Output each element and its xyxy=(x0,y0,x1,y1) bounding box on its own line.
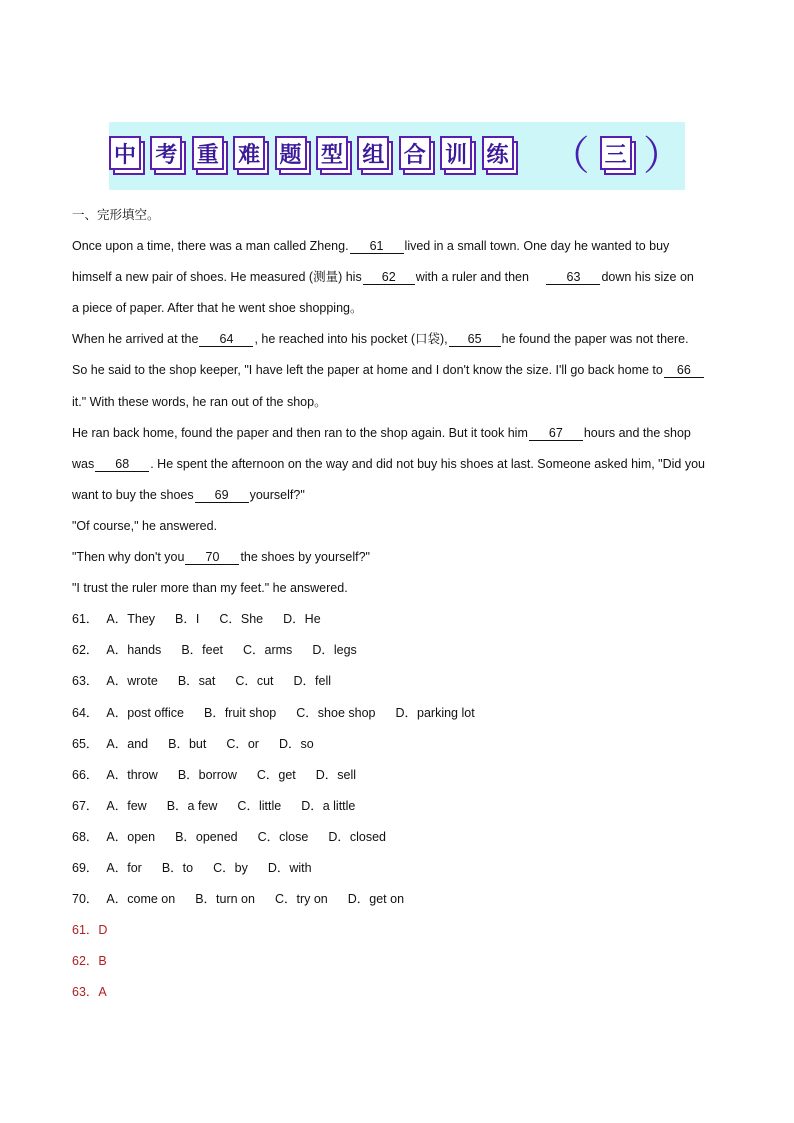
title-char: 练 xyxy=(482,136,514,170)
option: C．arms xyxy=(243,643,293,658)
passage-line: it." With these words, he ran out of the shop。 xyxy=(72,394,327,409)
option: C．She xyxy=(219,612,264,627)
blank-64: 64 xyxy=(199,332,253,347)
passage-text: lived in a small town. One day he wanted to buy xyxy=(404,239,670,254)
passage-line xyxy=(72,266,732,297)
blank-68: 68 xyxy=(95,457,149,472)
option: A．hands xyxy=(106,643,162,658)
option: B．a few xyxy=(166,798,218,813)
answer-63: 63．A xyxy=(72,985,107,1000)
option: C．little xyxy=(237,798,282,813)
option: C．try on xyxy=(274,892,328,907)
question-63 xyxy=(72,670,732,701)
passage-line: "Of course," he answered. xyxy=(72,518,218,533)
title-char: 中 xyxy=(109,136,141,170)
option: A．They xyxy=(106,612,156,627)
question-number: 68． xyxy=(72,829,99,844)
option: B．fruit shop xyxy=(204,705,277,720)
option: D．so xyxy=(278,736,314,751)
question-62 xyxy=(72,639,732,670)
option: A．post office xyxy=(106,705,184,720)
title-char-tile xyxy=(109,136,142,176)
option: A．throw xyxy=(106,767,158,782)
passage-text: "Then why don't you xyxy=(72,550,185,565)
blank-70: 70 xyxy=(185,550,239,565)
passage-text: he found the paper was not there. xyxy=(501,332,689,347)
passage-line xyxy=(72,546,732,577)
title-paren-open: （ xyxy=(549,133,590,179)
question-number: 66． xyxy=(72,767,99,782)
passage-line xyxy=(72,328,732,359)
title-char: 型 xyxy=(316,136,348,170)
option: A．come on xyxy=(106,892,176,907)
option: D．closed xyxy=(328,829,387,844)
title-char-tile xyxy=(399,136,432,176)
title-char-tile xyxy=(357,136,390,176)
passage-text: He ran back home, found the paper and then ran to the shop again. But it took him xyxy=(72,425,528,440)
passage-line xyxy=(72,453,732,484)
passage-text: yourself?" xyxy=(249,487,305,502)
blank-66: 66 xyxy=(664,363,704,378)
document-body xyxy=(72,204,732,1012)
blank-67: 67 xyxy=(529,426,583,441)
title-char: 组 xyxy=(357,136,389,170)
option: C．cut xyxy=(235,674,274,689)
passage-text: want to buy the shoes xyxy=(72,487,194,502)
option: C．close xyxy=(257,829,309,844)
blank-65: 65 xyxy=(449,332,501,347)
title-char: 重 xyxy=(192,136,224,170)
question-number: 61． xyxy=(72,612,99,627)
option: A．wrote xyxy=(106,674,158,689)
title-paren-close: ） xyxy=(643,133,683,179)
option: D．fell xyxy=(293,674,332,689)
passage-text: hours and the shop xyxy=(583,425,691,440)
passage-text: . He spent the afternoon on the way and did not buy his shoes at last. Someone asked him, "Did you xyxy=(150,456,706,471)
passage-text: When he arrived at the xyxy=(72,332,199,347)
passage-line xyxy=(72,484,732,515)
title-char: 三 xyxy=(600,136,632,170)
passage-text: Once upon a time, there was a man called Zheng. xyxy=(72,239,349,254)
title-char-tile xyxy=(482,136,515,176)
title-char-tile xyxy=(150,136,183,176)
question-number: 63． xyxy=(72,674,99,689)
answer-62: 62．B xyxy=(72,954,107,969)
option: D．a little xyxy=(301,798,356,813)
title-char-tile xyxy=(233,136,266,176)
option: D．get on xyxy=(347,892,405,907)
question-66 xyxy=(72,764,732,795)
title-char: 考 xyxy=(150,136,182,170)
question-70 xyxy=(72,888,732,919)
passage-text: was xyxy=(72,456,95,471)
option: B．to xyxy=(161,860,194,875)
option: B．but xyxy=(168,736,207,751)
question-61 xyxy=(72,608,732,639)
passage-line xyxy=(72,422,732,453)
option: D．with xyxy=(267,860,312,875)
option: D．He xyxy=(283,612,321,627)
title-char-tile xyxy=(440,136,473,176)
passage-text: So he said to the shop keeper, "I have left the paper at home and I don't know the size. I'll go back home to xyxy=(72,363,663,378)
option: C．or xyxy=(226,736,259,751)
option: C．get xyxy=(256,767,296,782)
option: B．sat xyxy=(177,674,216,689)
option: A．and xyxy=(106,736,149,751)
question-number: 70． xyxy=(72,892,99,907)
option: C．shoe shop xyxy=(296,705,376,720)
option: D．legs xyxy=(312,643,357,658)
title-char-tile xyxy=(600,136,633,176)
option: B．I xyxy=(175,612,200,627)
answer-61: 61．D xyxy=(72,923,108,938)
question-68 xyxy=(72,826,732,857)
title-char: 难 xyxy=(233,136,265,170)
question-number: 64． xyxy=(72,705,99,720)
question-number: 65． xyxy=(72,736,99,751)
title-char: 训 xyxy=(440,136,472,170)
question-69 xyxy=(72,857,732,888)
passage-text: the shoes by yourself?" xyxy=(240,550,370,565)
question-64 xyxy=(72,702,732,733)
passage-text: down his size on xyxy=(601,270,694,285)
question-number: 69． xyxy=(72,860,99,875)
option: A．open xyxy=(106,829,156,844)
option: D．sell xyxy=(315,767,357,782)
question-65 xyxy=(72,733,732,764)
passage-line xyxy=(72,359,732,390)
passage-text: , he reached into his pocket (口袋), xyxy=(254,332,448,347)
passage-line: "I trust the ruler more than my feet." he answered. xyxy=(72,581,348,596)
option: A．for xyxy=(106,860,142,875)
blank-69: 69 xyxy=(195,488,249,503)
question-number: 67． xyxy=(72,798,99,813)
question-number: 62． xyxy=(72,643,99,658)
blank-61: 61 xyxy=(350,239,404,254)
passage-text: himself a new pair of shoes. He measured (测量) his xyxy=(72,270,362,285)
passage-line xyxy=(72,235,732,266)
option: A．few xyxy=(106,798,147,813)
option: B．opened xyxy=(175,829,238,844)
title-char-tile xyxy=(316,136,349,176)
blank-62: 62 xyxy=(363,270,415,285)
title-char-tile xyxy=(192,136,225,176)
question-67 xyxy=(72,795,732,826)
section-heading: 一、完形填空。 xyxy=(72,208,160,222)
title-banner xyxy=(109,122,685,190)
option: B．turn on xyxy=(195,892,255,907)
title-char-tile xyxy=(275,136,308,176)
option: B．feet xyxy=(181,643,223,658)
title-char: 合 xyxy=(399,136,431,170)
option: B．borrow xyxy=(177,767,237,782)
passage-line: a piece of paper. After that he went shoe shopping。 xyxy=(72,301,363,316)
passage-text: with a ruler and then xyxy=(415,270,529,285)
blank-63: 63 xyxy=(546,270,600,285)
option: D．parking lot xyxy=(395,705,475,720)
option: C．by xyxy=(213,860,248,875)
title-char: 题 xyxy=(275,136,307,170)
